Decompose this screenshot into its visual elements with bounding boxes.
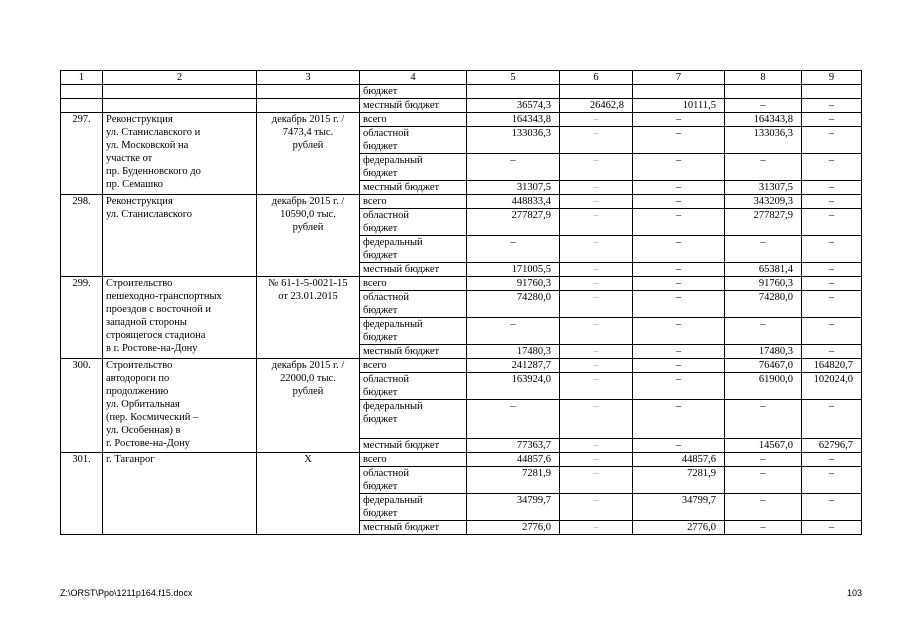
- value-cell: –: [802, 521, 862, 535]
- cell-empty: [802, 85, 862, 99]
- value-cell: –: [560, 494, 633, 521]
- cell-empty: [257, 85, 360, 99]
- source-label-line: местный бюджет: [363, 346, 440, 357]
- value-cell: –: [560, 181, 633, 195]
- value-cell: –: [802, 236, 862, 263]
- budget-table: [60, 70, 862, 535]
- item-name: [103, 195, 257, 277]
- value-cell: –: [560, 359, 633, 373]
- header-cell: 7: [633, 71, 725, 85]
- value-cell: 133036,3: [725, 127, 802, 154]
- source-label-line: местный бюджет: [363, 182, 440, 193]
- value-cell: –: [633, 127, 725, 154]
- item-deadline-line: декабрь 2015 г. /: [271, 360, 345, 371]
- item-name-line: ул. Станиславского и: [106, 127, 201, 138]
- value-cell: 17480,3: [467, 345, 560, 359]
- value-cell: 44857,6: [467, 453, 560, 467]
- cell-empty: [61, 85, 103, 99]
- source-label-line: областной: [363, 468, 409, 479]
- value-cell: –: [633, 400, 725, 439]
- value-cell: –: [633, 195, 725, 209]
- item-number: 297.: [61, 113, 103, 195]
- value-cell: –: [802, 127, 862, 154]
- cell-empty: [257, 99, 360, 113]
- value-cell: –: [802, 263, 862, 277]
- source-label: [360, 467, 467, 494]
- table-row: [61, 277, 862, 291]
- table-row: [61, 453, 862, 467]
- item-number: 301.: [61, 453, 103, 535]
- value-cell: –: [560, 345, 633, 359]
- item-name-line: строящегося стадиона: [106, 330, 206, 341]
- item-name-line: западной стороны: [106, 317, 187, 328]
- file-path: Z:\ORST\Ppo\1211p164.f15.docx: [60, 588, 193, 598]
- item-name-line: г. Таганрог: [106, 454, 155, 465]
- header-cell: 3: [257, 71, 360, 85]
- value-cell: –: [560, 195, 633, 209]
- value-cell: –: [725, 318, 802, 345]
- value-cell: –: [725, 494, 802, 521]
- item-deadline-line: декабрь 2015 г. /: [271, 196, 345, 207]
- source-label-line: федеральный: [363, 495, 423, 506]
- cell-empty: [725, 85, 802, 99]
- source-label-line: федеральный: [363, 401, 423, 412]
- value-cell: 62796,7: [802, 439, 862, 453]
- value-cell: –: [560, 263, 633, 277]
- value-cell: –: [467, 154, 560, 181]
- source-label-line: местный бюджет: [363, 440, 440, 451]
- item-name-line: пр. Семашко: [106, 179, 164, 190]
- item-name-line: ул. Московской на: [106, 140, 189, 151]
- table-row: [61, 99, 862, 113]
- value-cell: 74280,0: [725, 291, 802, 318]
- value-cell: –: [560, 236, 633, 263]
- value-cell: –: [802, 400, 862, 439]
- source-label-line: местный бюджет: [363, 522, 440, 533]
- value-cell: 31307,5: [467, 181, 560, 195]
- value-cell: 102024,0: [802, 373, 862, 400]
- value-cell: –: [802, 345, 862, 359]
- source-label: [360, 113, 467, 127]
- source-label-line: всего: [363, 196, 387, 207]
- item-deadline: [257, 359, 360, 453]
- value-cell: 7281,9: [633, 467, 725, 494]
- cell-empty: [633, 85, 725, 99]
- value-cell: 277827,9: [467, 209, 560, 236]
- value-cell: –: [802, 494, 862, 521]
- value-cell: 277827,9: [725, 209, 802, 236]
- value-cell: –: [802, 154, 862, 181]
- item-name-line: ул. Орбитальная: [106, 399, 180, 410]
- value-cell: –: [725, 521, 802, 535]
- value-cell: 7281,9: [467, 467, 560, 494]
- source-label: [360, 453, 467, 467]
- value-cell: –: [560, 467, 633, 494]
- header-cell: 2: [103, 71, 257, 85]
- item-deadline-line: от 23.01.2015: [278, 291, 338, 302]
- value-cell: 76467,0: [725, 359, 802, 373]
- value-cell: –: [560, 113, 633, 127]
- value-cell: –: [633, 318, 725, 345]
- value-cell: 17480,3: [725, 345, 802, 359]
- table-row: [61, 195, 862, 209]
- item-name-line: ул. Станиславского: [106, 209, 192, 220]
- value-cell: –: [633, 439, 725, 453]
- cell-empty: [467, 85, 560, 99]
- value-cell: 2776,0: [633, 521, 725, 535]
- header-row: [61, 71, 862, 85]
- table-row: [61, 85, 862, 99]
- source-label-line: бюджет: [363, 508, 398, 519]
- item-deadline-line: 7473,4 тыс.: [282, 127, 334, 138]
- source-label-line: всего: [363, 360, 387, 371]
- item-number: 298.: [61, 195, 103, 277]
- value-cell: 61900,0: [725, 373, 802, 400]
- value-cell: 34799,7: [633, 494, 725, 521]
- value-cell: 133036,3: [467, 127, 560, 154]
- value-cell: 36574,3: [467, 99, 560, 113]
- value-cell: 34799,7: [467, 494, 560, 521]
- value-cell: –: [560, 521, 633, 535]
- value-cell: –: [802, 195, 862, 209]
- cell-empty: [103, 85, 257, 99]
- source-label-line: областной: [363, 374, 409, 385]
- source-label-line: бюджет: [363, 168, 398, 179]
- value-cell: –: [802, 277, 862, 291]
- value-cell: 164820,7: [802, 359, 862, 373]
- value-cell: –: [560, 453, 633, 467]
- value-cell: 91760,3: [725, 277, 802, 291]
- item-deadline-line: № 61-1-5-0021-15: [268, 278, 348, 289]
- source-label: [360, 277, 467, 291]
- source-label: [360, 127, 467, 154]
- value-cell: 74280,0: [467, 291, 560, 318]
- source-label-line: бюджет: [363, 250, 398, 261]
- source-label-line: федеральный: [363, 319, 423, 330]
- value-cell: –: [802, 453, 862, 467]
- value-cell: 2776,0: [467, 521, 560, 535]
- source-label: [360, 494, 467, 521]
- header-cell: 4: [360, 71, 467, 85]
- source-label-line: всего: [363, 454, 387, 465]
- value-cell: –: [467, 236, 560, 263]
- header-cell: 1: [61, 71, 103, 85]
- source-label-line: всего: [363, 114, 387, 125]
- value-cell: –: [725, 467, 802, 494]
- item-number: 300.: [61, 359, 103, 453]
- source-label-line: бюджет: [363, 414, 398, 425]
- table-row: [61, 113, 862, 127]
- item-name-line: Строительство: [106, 278, 173, 289]
- item-name-line: продолжению: [106, 386, 169, 397]
- source-label: [360, 439, 467, 453]
- value-cell: 10111,5: [633, 99, 725, 113]
- value-cell: 343209,3: [725, 195, 802, 209]
- value-cell: –: [633, 291, 725, 318]
- value-cell: –: [802, 467, 862, 494]
- value-cell: 65381,4: [725, 263, 802, 277]
- source-label: [360, 195, 467, 209]
- source-label-line: бюджет: [363, 223, 398, 234]
- source-label-line: бюджет: [363, 387, 398, 398]
- value-cell: –: [560, 209, 633, 236]
- value-cell: –: [560, 127, 633, 154]
- item-deadline: [257, 113, 360, 195]
- value-cell: –: [633, 359, 725, 373]
- source-label: [360, 345, 467, 359]
- value-cell: –: [802, 318, 862, 345]
- source-label-line: бюджет: [363, 141, 398, 152]
- source-label: местный бюджет: [360, 99, 467, 113]
- item-name-line: Строительство: [106, 360, 173, 371]
- source-label: [360, 291, 467, 318]
- item-deadline-line: рублей: [292, 140, 324, 151]
- cell-empty: [103, 99, 257, 113]
- page-number: 103: [846, 588, 862, 598]
- source-label-line: областной: [363, 128, 409, 139]
- source-label: [360, 154, 467, 181]
- source-label: [360, 521, 467, 535]
- value-cell: –: [802, 181, 862, 195]
- item-deadline: [257, 453, 360, 535]
- value-cell: –: [633, 345, 725, 359]
- item-name-line: г. Ростове-на-Дону: [106, 438, 190, 449]
- source-label: бюджет: [360, 85, 467, 99]
- item-deadline-line: 22000,0 тыс.: [280, 373, 336, 384]
- source-label: [360, 318, 467, 345]
- value-cell: 164343,8: [467, 113, 560, 127]
- item-name-line: автодороги по: [106, 373, 170, 384]
- item-deadline-line: 10590,0 тыс.: [280, 209, 336, 220]
- cell-empty: [61, 99, 103, 113]
- source-label-line: бюджет: [363, 305, 398, 316]
- item-name-line: проездов с восточной и: [106, 304, 211, 315]
- value-cell: –: [560, 318, 633, 345]
- value-cell: 164343,8: [725, 113, 802, 127]
- value-cell: 14567,0: [725, 439, 802, 453]
- source-label-line: бюджет: [363, 332, 398, 343]
- header-cell: 9: [802, 71, 862, 85]
- value-cell: 91760,3: [467, 277, 560, 291]
- source-label-line: областной: [363, 292, 409, 303]
- item-deadline-line: рублей: [292, 386, 324, 397]
- source-label-line: областной: [363, 210, 409, 221]
- value-cell: 31307,5: [725, 181, 802, 195]
- value-cell: –: [802, 209, 862, 236]
- item-name-line: пешеходно-транспортных: [106, 291, 222, 302]
- value-cell: –: [467, 318, 560, 345]
- value-cell: –: [725, 99, 802, 113]
- item-name-line: Реконструкция: [106, 196, 173, 207]
- source-label-line: федеральный: [363, 237, 423, 248]
- value-cell: –: [633, 154, 725, 181]
- value-cell: –: [725, 453, 802, 467]
- value-cell: –: [633, 181, 725, 195]
- item-name: [103, 453, 257, 535]
- value-cell: –: [467, 400, 560, 439]
- item-name: [103, 359, 257, 453]
- item-name-line: участке от: [106, 153, 153, 164]
- value-cell: –: [560, 400, 633, 439]
- value-cell: –: [560, 154, 633, 181]
- value-cell: 77363,7: [467, 439, 560, 453]
- item-name-line: Реконструкция: [106, 114, 173, 125]
- value-cell: 44857,6: [633, 453, 725, 467]
- item-deadline-line: рублей: [292, 222, 324, 233]
- source-label-line: всего: [363, 278, 387, 289]
- cell-empty: [560, 85, 633, 99]
- source-label-line: федеральный: [363, 155, 423, 166]
- value-cell: –: [802, 291, 862, 318]
- value-cell: –: [560, 277, 633, 291]
- value-cell: –: [633, 373, 725, 400]
- header-cell: 8: [725, 71, 802, 85]
- source-label: [360, 263, 467, 277]
- value-cell: –: [802, 113, 862, 127]
- item-name: [103, 113, 257, 195]
- item-deadline-line: декабрь 2015 г. /: [271, 114, 345, 125]
- value-cell: –: [633, 236, 725, 263]
- header-cell: 5: [467, 71, 560, 85]
- value-cell: 163924,0: [467, 373, 560, 400]
- value-cell: –: [560, 439, 633, 453]
- value-cell: –: [560, 291, 633, 318]
- source-label: [360, 209, 467, 236]
- value-cell: –: [725, 236, 802, 263]
- value-cell: 26462,8: [560, 99, 633, 113]
- item-name-line: пр. Буденновского до: [106, 166, 201, 177]
- item-name: [103, 277, 257, 359]
- value-cell: –: [633, 209, 725, 236]
- source-label: [360, 236, 467, 263]
- value-cell: 241287,7: [467, 359, 560, 373]
- value-cell: –: [802, 99, 862, 113]
- value-cell: –: [725, 400, 802, 439]
- value-cell: –: [633, 113, 725, 127]
- value-cell: 448833,4: [467, 195, 560, 209]
- item-name-line: в г. Ростове-на-Дону: [106, 343, 198, 354]
- item-number: 299.: [61, 277, 103, 359]
- table-row: [61, 359, 862, 373]
- value-cell: –: [725, 154, 802, 181]
- item-name-line: (пер. Космический –: [106, 412, 199, 423]
- source-label: [360, 359, 467, 373]
- item-deadline: [257, 277, 360, 359]
- value-cell: –: [633, 263, 725, 277]
- source-label-line: местный бюджет: [363, 264, 440, 275]
- source-label: [360, 181, 467, 195]
- value-cell: –: [560, 373, 633, 400]
- source-label: [360, 373, 467, 400]
- value-cell: 171005,5: [467, 263, 560, 277]
- item-deadline-line: Х: [304, 454, 312, 465]
- value-cell: –: [633, 277, 725, 291]
- source-label-line: бюджет: [363, 481, 398, 492]
- item-deadline: [257, 195, 360, 277]
- header-cell: 6: [560, 71, 633, 85]
- item-name-line: ул. Особенная) в: [106, 425, 181, 436]
- source-label: [360, 400, 467, 439]
